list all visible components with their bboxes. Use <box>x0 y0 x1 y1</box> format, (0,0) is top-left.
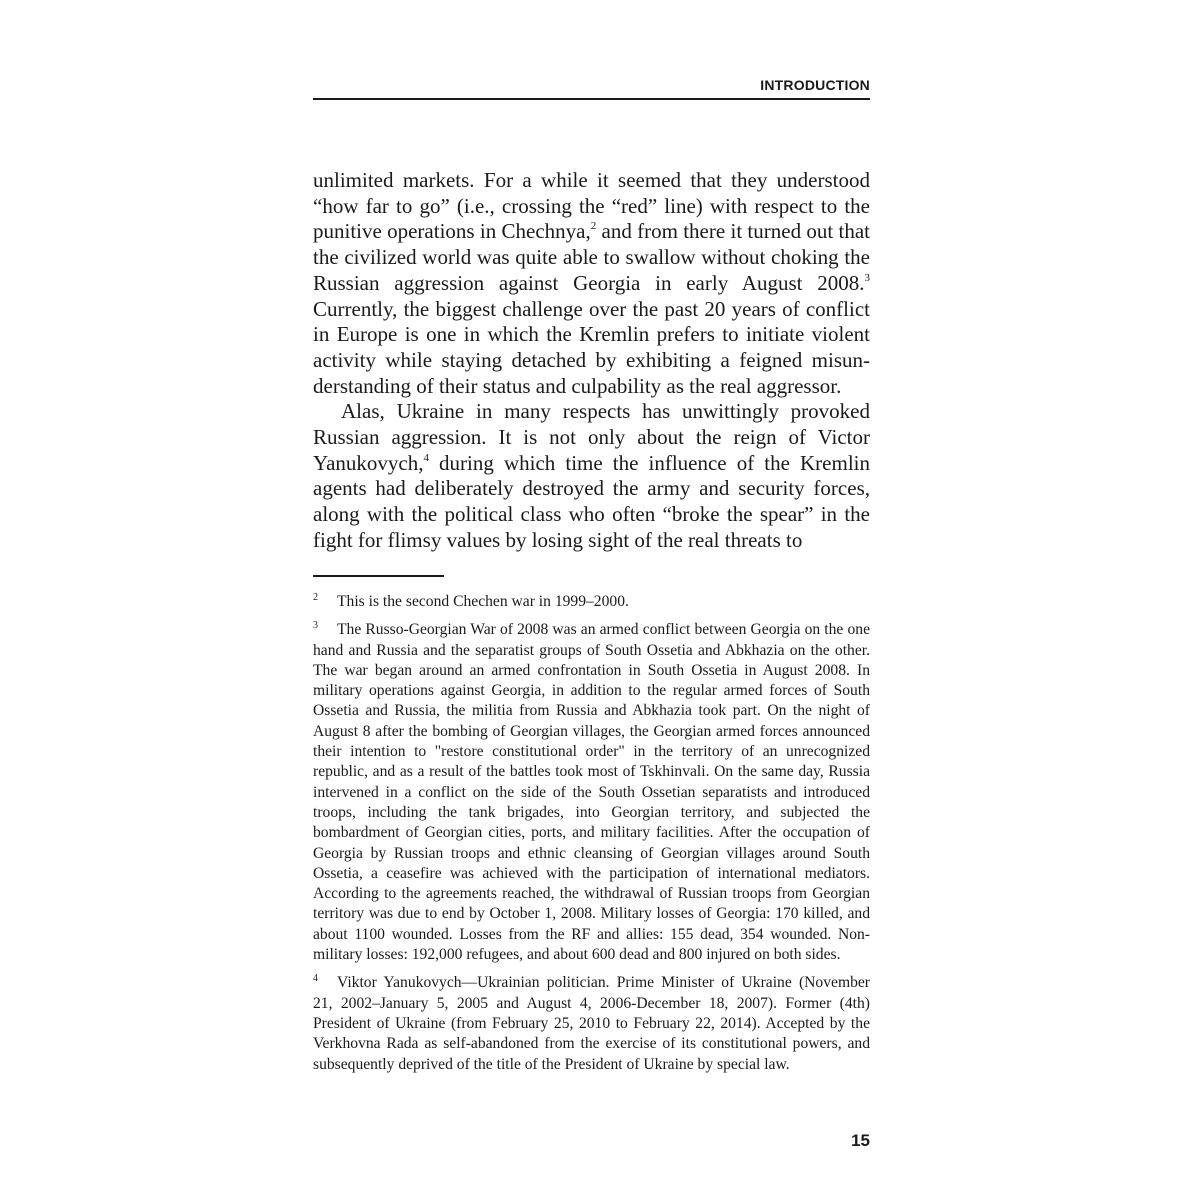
footnote-2: 2 This is the second Chechen war in 1999–2000. <box>313 591 629 610</box>
main-text <box>313 168 870 554</box>
footnote-ref-3: 3 <box>864 271 870 284</box>
paragraph-2 <box>313 399 870 553</box>
footnote-4: 4 Viktor Yanukovych—Ukrainian politician. Prime Minister of Ukraine (November 21, 2002–January 5, 2005 and August 4, 2006-December 18, 2007). Former (4th) President of Ukraine (from February 25, 2010 to February 22, 2014). Accepted by the Verkhovna Rada as self-abandoned from the exercise of its constitutional powers, and subsequently deprived of the title of the President of Ukraine by special law. <box>313 973 870 1073</box>
footnote-ref-4: 4 <box>423 451 429 464</box>
paragraph-1 <box>313 168 870 399</box>
paragraph-1-text-b: and from there it turned out that the civilized world was quite able to swallow without choking the Russian aggression against Georgia in early August 2008. <box>313 219 870 295</box>
paragraph-2-text-b: during which time the influence of the Kremlin agents had deliberately destroyed the army and security forces, along with the political class who often “broke the spear” in the fight for flimsy values by losing sight of the real threats to <box>313 450 870 552</box>
running-head: INTRODUCTION <box>760 77 870 93</box>
header-rule <box>313 98 870 100</box>
footnote-rule <box>313 575 444 577</box>
footnote-text: This is the second Chechen war in 1999–2000. <box>337 593 629 610</box>
paragraph-1-text-a: unlimited markets. For a while it seemed that they understood “how far to go” (i.e., crossing the “red” line) with respect to the punitive operations in Chechnya, <box>313 168 870 244</box>
page-number: 15 <box>851 1131 870 1150</box>
footnotes <box>313 592 870 1083</box>
paragraph-1-text-c: Currently, the biggest challenge over the past 20 years of conflict in Europe is one in which the Kremlin prefers to initiate violent activity while staying detached by exhibiting a feigned misunderstanding of their status and culpability as the real aggressor. <box>313 296 870 398</box>
paragraph-2-text-a: Alas, Ukraine in many respects has unwittingly provoked Russian aggression. It is not only about the reign of Victor Yanukovych, <box>313 399 870 475</box>
footnote-text: The Russo-Georgian War of 2008 was an armed conflict between Georgia on the one hand and Russia and the separatist groups of South Ossetia and Abkhazia on the other. The war began around an armed confrontation in South Ossetia in August 2008. In military operations against Georgia, in addition to the regular armed forces of South Ossetia and Russia, the militia from Russia and Abkhazia took part. On the night of August 8 after the bombing of Georgian villages, the Georgian armed forces announced their intention to "restore constitutional order" in the territory of an unrecognized republic, and as a result of the battles took most of Tskhinvali. On the same day, Russia intervened in a conflict on the side of the South Ossetian separatists and introduced troops, including the tank brigades, into Georgian territory, and subjected the bombardment of Georgian cities, ports, and military facilities. After the occupation of Georgia by Russian troops and ethnic cleansing of Georgian villages around South Ossetia, a ceasefire was achieved with the participation of international mediators. According to the agreements reached, the withdrawal of Russian troops from Georgian territory was due to end by October 1, 2008. Military losses of Georgia: 170 killed, and about 1100 wounded. Losses from the RF and allies: 155 dead, 354 wounded. Non-military losses: 192,000 refugees, and about 600 dead and 800 injured on both sides. <box>313 621 870 964</box>
footnote-ref-2: 2 <box>590 220 597 233</box>
book-page <box>313 0 870 1200</box>
footnote-3: 3 The Russo-Georgian War of 2008 was an armed conflict between Georgia on the one hand and Russia and the separatist groups of South Ossetia and Abkhazia on the other. The war began around an armed confrontation in South Ossetia in August 2008. In military operations against Georgia, in addition to the regular armed forces of South Ossetia and Russia, the militia from Russia and Abkhazia took part. On the night of August 8 after the bombing of Georgian villages, the Georgian armed forces announced their intention to "restore constitutional order" in the territory of an unrecognized republic, and as a result of the battles took most of Tskhinvali. On the same day, Russia intervened in a conflict on the side of the South Ossetian separatists and introduced troops, including the tank brigades, into Georgian territory, and subjected the bombardment of Georgian cities, ports, and military facilities. After the occupation of Georgia by Russian troops and ethnic cleansing of Georgian villages around South Ossetia, a ceasefire was achieved with the participation of international mediators. According to the agreements reached, the withdrawal of Russian troops from Georgian territory was due to end by October 1, 2008. Military losses of Georgia: 170 killed, and about 1100 wounded. Losses from the RF and allies: 155 dead, 354 wounded. Non-military losses: 192,000 refugees, and about 600 dead and 800 injured on both sides. <box>313 620 870 964</box>
footnote-text: Viktor Yanukovych—Ukrainian politician. Prime Minister of Ukraine (November 21, 2002–January 5, 2005 and August 4, 2006-December 18, 2007). Former (4th) President of Ukraine (from February 25, 2010 to February 22, 2014). Accepted by the Verkhovna Rada as self-abandoned from the exercise of its constitutional powers, and subsequently deprived of the title of the President of Ukraine by special law. <box>313 974 870 1073</box>
